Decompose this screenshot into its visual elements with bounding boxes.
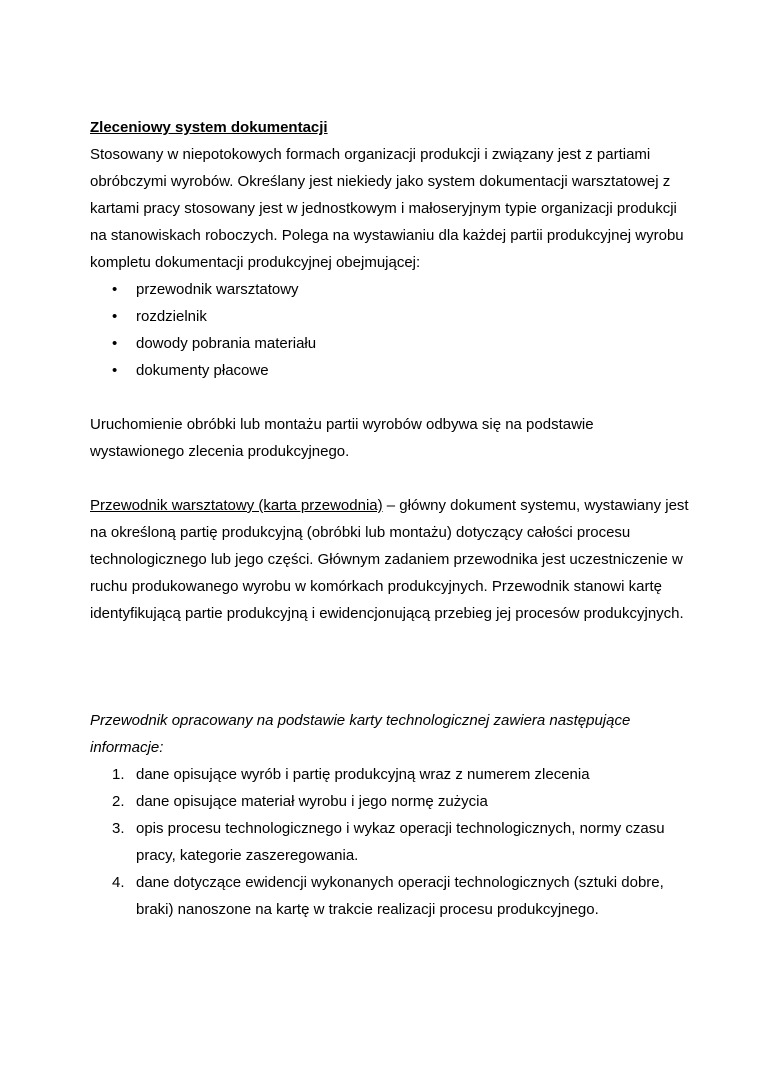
list-item — [90, 330, 690, 357]
bullet-icon: • — [112, 308, 118, 325]
document-page — [90, 114, 690, 923]
item-number: 2. — [112, 793, 125, 810]
list-item-text: przewodnik warsztatowy — [136, 281, 299, 298]
guide-term: Przewodnik warsztatowy (karta przewodnia) — [90, 497, 383, 514]
list-item — [90, 276, 690, 303]
item-number: 3. — [112, 820, 125, 837]
numbered-item — [90, 815, 690, 869]
numbered-item — [90, 869, 690, 923]
list-item-text: dowody pobrania materiału — [136, 335, 317, 352]
item-text: opis procesu technologicznego i wykaz operacji technologicznych, normy czasu pracy, kategorie zaszeregowania. — [136, 820, 665, 864]
numbered-item — [90, 788, 690, 815]
numbered-item — [90, 761, 690, 788]
list-item-text: dokumenty płacowe — [136, 362, 269, 379]
info-intro: Przewodnik opracowany na podstawie karty technologicznej zawiera następujące informacje: — [90, 712, 631, 756]
documentation-list — [90, 276, 690, 384]
item-number: 4. — [112, 874, 125, 891]
section-heading: Zleceniowy system dokumentacji — [90, 119, 328, 136]
launch-paragraph: Uruchomienie obróbki lub montażu partii wyrobów odbywa się na podstawie wystawionego zlecenia produkcyjnego. — [90, 416, 594, 460]
intro-paragraph: Stosowany w niepotokowych formach organizacji produkcji i związany jest z partiami obróbczymi wyrobów. Określany jest niekiedy jako system dokumentacji warsztatowej z kartami pracy stosowany jest w jednostkowym i małoseryjnym typie organizacji produkcji na stanowiskach roboczych. Polega na wystawianiu dla każdej partii produkcyjnej wyrobu kompletu dokumentacji produkcyjnej obejmującej: — [90, 146, 684, 271]
item-number: 1. — [112, 766, 125, 783]
item-text: dane dotyczące ewidencji wykonanych operacji technologicznych (sztuki dobre, braki) nanoszone na kartę w trakcie realizacji procesu produkcyjnego. — [136, 874, 664, 918]
list-item — [90, 303, 690, 330]
bullet-icon: • — [112, 335, 118, 352]
list-item — [90, 357, 690, 384]
item-text: dane opisujące materiał wyrobu i jego normę zużycia — [136, 793, 488, 810]
item-text: dane opisujące wyrób i partię produkcyjną wraz z numerem zlecenia — [136, 766, 590, 783]
bullet-icon: • — [112, 281, 118, 298]
information-list — [90, 761, 690, 923]
bullet-icon: • — [112, 362, 118, 379]
list-item-text: rozdzielnik — [136, 308, 207, 325]
guide-definition: – główny dokument systemu, wystawiany jest na określoną partię produkcyjną (obróbki lub montażu) dotyczący całości procesu technologicznego lub jego części. Głównym zadaniem przewodnika jest uczestniczenie w ruchu produkowanego wyrobu w komórkach produkcyjnych. Przewodnik stanowi kartę identyfikującą partie produkcyjną i ewidencjonującą przebieg jej procesów produkcyjnych. — [90, 497, 689, 622]
guide-paragraph — [90, 492, 690, 627]
